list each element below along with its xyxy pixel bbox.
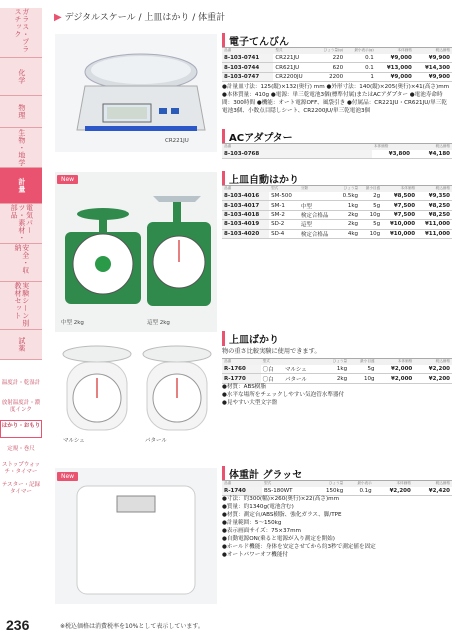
- auto-scale-image: [55, 172, 217, 312]
- sidebar-sub-stopwatch[interactable]: ストップウォッチ・タイマー: [1, 462, 41, 475]
- sidebar-item-label: 安全・収納: [14, 244, 30, 274]
- table-row: 8-103-4020 SD-4 検定合格品 4kg 10g ¥10,000 ¥11,000: [224, 230, 450, 238]
- table-row: 8-103-4019 SD-2 這型 2kg 5g ¥10,000 ¥11,000: [224, 221, 450, 229]
- page-number: 236: [6, 617, 30, 633]
- balance-caption: CR221JU: [165, 138, 189, 144]
- sidebar-item-label: ガラス・プラスチック: [14, 8, 30, 53]
- balance-table: 品番 型式 ひょう量(g) 最小表示(g) 本体価格 税込価格 8-103-0741 CR221JU 220 0.1 ¥9,000 ¥9,900 8-103-0744 CR621JU 620 0.1 ¥13,000 ¥14,300 8-103-0747 CR2200JU 2200 1 ¥9,000 ¥9,900: [224, 48, 450, 80]
- sidebar-item-electric[interactable]: [0, 204, 42, 244]
- bathroom-scale-photo: [55, 468, 217, 604]
- sidebar-sub-thermometer[interactable]: 温度計・乾湿計: [1, 380, 41, 386]
- sidebar-item-chemistry[interactable]: [0, 58, 42, 96]
- breadcrumb-marker: ▶: [54, 12, 62, 23]
- spec-line: ●寸法：約300(幅)×260(奥行)×22(高さ)mm: [222, 496, 340, 502]
- kitchen-scale-caption-right: パタール: [145, 438, 167, 444]
- section-title-bathroom-scale: 体重計 グラッセ: [222, 466, 302, 481]
- section-title-auto-scale: 上皿自動はかり: [222, 171, 299, 186]
- sidebar-item-glass[interactable]: [0, 8, 42, 58]
- kitchen-scale-image: [55, 338, 217, 434]
- balance-photo: [55, 34, 217, 152]
- spec-line: ●自動電源ON(乗ると電源が入り測定を開始): [222, 535, 335, 542]
- sidebar-item-reagents[interactable]: [0, 330, 42, 360]
- tax-footnote: ※税込価格は消費税率を10%として表示しています。: [60, 623, 204, 630]
- kitchen-scale-table: 品番 型式 ひょう量 最小目盛 本体価格 税込価格 R-1760 〇白 マルシェ 1kg 5g ¥2,000 ¥2,200 R-1770 〇白 パタール 2kg 10g ¥2,000 ¥2,200: [224, 359, 450, 383]
- spec-line: ●材質：ABS樹脂: [222, 384, 266, 390]
- sidebar-sub-scales[interactable]: はかり・おもり: [0, 420, 42, 438]
- table-row: 8-103-0747 CR2200JU 2200 1 ¥9,000 ¥9,900: [224, 73, 450, 80]
- sidebar-item-physics[interactable]: [0, 96, 42, 128]
- spec-line: ●オートパワーオフ機能付: [222, 551, 289, 558]
- table-row: 8-103-0768 ¥3,800 ¥4,180: [224, 150, 450, 157]
- breadcrumb-text: デジタルスケール / 上皿はかり / 体重計: [64, 13, 226, 23]
- kitchen-scale-caption-left: マルシェ: [63, 438, 85, 444]
- table-row: 8-103-4016 SM-500 0.5kg 2g ¥8,500 ¥9,350: [224, 192, 450, 199]
- table-row: 8-103-4017 SM-1 中型 1kg 5g ¥7,500 ¥8,250: [224, 202, 450, 210]
- sidebar-item-safety[interactable]: [0, 244, 42, 282]
- sidebar-sub-rulers[interactable]: 定規・巻尺: [7, 446, 35, 452]
- sidebar-item-label: 電気パーツ・素材・部品: [10, 204, 34, 242]
- sidebar-item-label: 化学: [17, 69, 26, 84]
- sidebar-item-kits[interactable]: [0, 282, 42, 330]
- table-row: 8-103-4018 SM-2 検定合格品 2kg 10g ¥7,500 ¥8,250: [224, 211, 450, 219]
- breadcrumb: [54, 10, 225, 23]
- auto-scale-caption-right: 這型 2kg: [147, 320, 170, 326]
- kitchen-scale-photo: [55, 338, 217, 446]
- sidebar-sub-tester[interactable]: テスター・記録タイマー: [1, 482, 41, 495]
- section-title-kitchen-scale: 上皿ばかり: [222, 331, 279, 346]
- adapter-table: 品番 本体価格 税込価格 8-103-0768 ¥3,800 ¥4,180: [224, 144, 450, 157]
- table-row: 8-103-0744 CR621JU 620 0.1 ¥13,000 ¥14,300: [224, 64, 450, 71]
- spec-line: ●水平な場所をチェックしやすい気泡管水準器付: [222, 391, 345, 398]
- electronic-balance-image: [55, 34, 217, 152]
- kitchen-scale-description: 物の重さ比較実験に使用できます。: [222, 348, 321, 355]
- sidebar-item-measurement[interactable]: [0, 168, 42, 204]
- table-row: R-1740 BS-180WT 150kg 0.1g ¥2,200 ¥2,420: [224, 487, 450, 494]
- sidebar-item-biology[interactable]: [0, 128, 42, 168]
- sidebar-item-label: 生物・地学: [17, 128, 26, 167]
- spec-line: ●質量：約1340g(電池含む): [222, 503, 294, 510]
- spec-line: ●見やすい大型文字盤: [222, 399, 278, 406]
- table-row: 8-103-0741 CR221JU 220 0.1 ¥9,000 ¥9,900: [224, 54, 450, 61]
- sidebar-item-label: 試薬: [17, 337, 26, 352]
- spec-line: ●材質：測定台/ABS樹脂、強化ガラス、脚/TPE: [222, 511, 342, 518]
- kitchen-scale-specs: [222, 384, 452, 408]
- sidebar-sub-radiation[interactable]: 放射温度計・濃度インク: [1, 400, 41, 413]
- auto-scale-caption-left: 中型 2kg: [61, 320, 84, 326]
- spec-line: ●表示画面サイズ：75×37mm: [222, 527, 302, 534]
- spec-line: ●ホールド機能：身体を安定させてから約3秒で測定値を固定: [222, 543, 376, 550]
- new-badge: New: [57, 472, 78, 481]
- auto-scale-photo: [55, 172, 217, 332]
- sidebar-item-label: 計量: [17, 178, 26, 193]
- sidebar-item-label: 物理: [17, 104, 26, 119]
- table-row: R-1770 〇白 パタール 2kg 10g ¥2,000 ¥2,200: [224, 375, 450, 383]
- category-sidebar: [0, 0, 46, 600]
- spec-line: ●計量範囲：5～150kg: [222, 519, 282, 526]
- section-title-ac-adapter: ACアダプター: [222, 129, 293, 144]
- auto-scale-table: 品番 型式 分類 ひょう量 最小目盛 本体価格 税込価格 8-103-4016 SM-500 0.5kg 2g ¥8,500 ¥9,350 8-103-4017 SM-1 中型 1kg 5g ¥7,500 ¥8,250 8-103-4018 SM-2 検定合格品 2kg 10g ¥7,500 ¥8,250 8-103-4019 SD-2 這型 2kg 5g ¥10,000 ¥11,000 8-103-4020 SD-4 検定合格品 4kg 10g ¥10,000 ¥11,000: [224, 186, 450, 238]
- sidebar-item-label: 実験シーン別教材セット: [14, 282, 30, 327]
- bathroom-scale-table: 品番 型式 ひょう量 最小表示 本体価格 税込価格 R-1740 BS-180WT 150kg 0.1g ¥2,200 ¥2,420: [224, 481, 450, 494]
- new-badge: New: [57, 175, 78, 184]
- table-row: R-1760 〇白 マルシェ 1kg 5g ¥2,000 ¥2,200: [224, 365, 450, 373]
- bathroom-scale-specs: [222, 496, 452, 560]
- balance-specs: ●計量皿寸法：125(縦)×132(奥行) mm ●外形寸法：140(縦)×205(奥行)×41(高さ)mm ●本体質量：410g ●電源：単三乾電池3個(標準付属)またはACアダプター ●電池寿命時間：300時間 ●機能：オート電源OFF、風袋引き ●付属品：CR221JU・CR621JU/単三乾電池3個、小数点目隠しシート、CR2200JU/単三乾電池3個: [222, 84, 450, 114]
- section-title-electronic-balance: 電子てんびん: [222, 33, 289, 48]
- bathroom-scale-image: [55, 468, 217, 604]
